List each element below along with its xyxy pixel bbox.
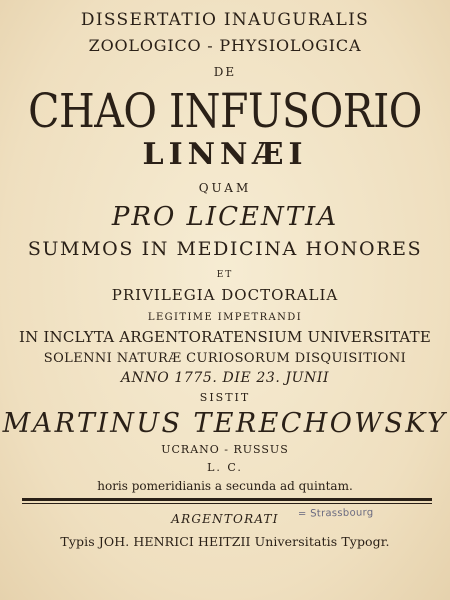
handwritten-note: = Strassbourg (297, 507, 374, 520)
location-abbrev: L. C. (207, 461, 243, 474)
university-line: IN INCLYTA ARGENTORATENSIUM UNIVERSITATE (19, 328, 431, 346)
privilegia-line: PRIVILEGIA DOCTORALIA (111, 286, 339, 304)
word-sistit: SISTIT (199, 391, 251, 404)
legitime-line: LEGITIME IMPETRANDI (147, 312, 303, 323)
pro-licentia: PRO LICENTIA (111, 202, 339, 232)
imprint-printer: Typis JOH. HENRICI HEITZII Universitatis Typogr. (60, 534, 390, 549)
dissertation-subheading: ZOOLOGICO - PHYSIOLOGICA (88, 36, 362, 55)
author-name: MARTINUS TERECHOWSKY (2, 408, 448, 439)
disquisition-line: SOLENNI NATURÆ CURIOSORUM DISQUISITIONI (43, 351, 407, 366)
hours-line: horis pomeridianis a secunda ad quintam. (97, 479, 353, 493)
main-title-author: LINNÆI (142, 137, 308, 172)
honores-line: SUMMOS IN MEDICINA HONORES (27, 238, 423, 260)
imprint-place: ARGENTORATI (171, 512, 279, 526)
main-title: CHAO INFUSORIO (28, 83, 422, 139)
double-rule-divider (22, 498, 432, 505)
dissertation-heading: DISSERTATIO INAUGURALIS (80, 10, 370, 30)
word-et: ET (216, 270, 234, 280)
date-line: ANNO 1775. DIE 23. JUNII (120, 370, 330, 386)
author-origin: UCRANO - RUSSUS (161, 443, 289, 456)
word-quam: QUAM (198, 181, 252, 195)
preposition-de: DE (213, 65, 237, 79)
